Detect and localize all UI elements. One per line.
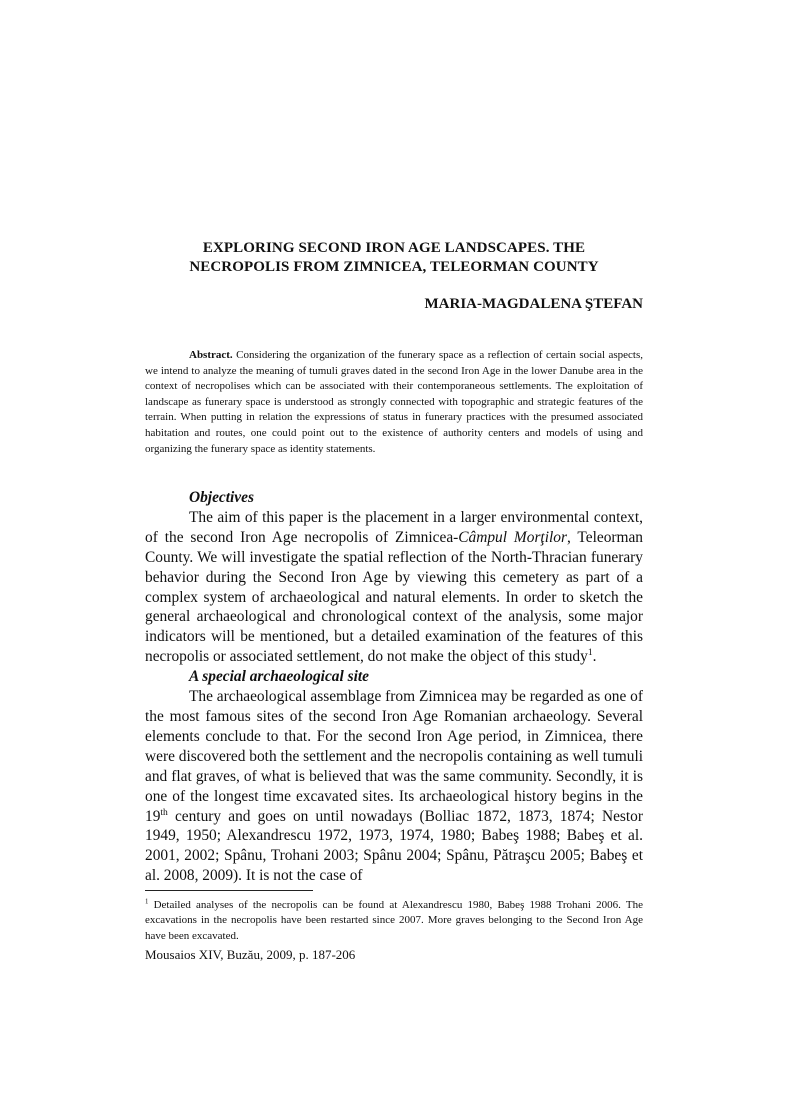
footnote-marker: 1 bbox=[145, 898, 149, 906]
title-line-1: EXPLORING SECOND IRON AGE LANDSCAPES. THE bbox=[202, 240, 586, 256]
special-site-text-b: century and goes on until nowadays (Bolliac 1872, 1873, 1874; Nestor 1949, 1950; Alexandrescu 1972, 1973, 1974, 1980; Babeş 1988; Babeş et al. 2001, 2002; Spânu, Trohani 2003; Spânu 2004; Spânu, Pătraşcu 2005; Babeş et al. 2008, 2009). It is not the case of bbox=[145, 807, 643, 885]
paper-title bbox=[145, 239, 643, 277]
section-heading-objectives: Objectives bbox=[189, 489, 254, 506]
paragraph-objectives bbox=[145, 508, 643, 667]
objectives-text-b: , Teleorman County. We will investigate the spatial reflection of the North-Thracian funerary behavior during the Second Iron Age by viewing this cemetery as part of a complex system of archaeological and natural elements. In order to sketch the general archaeological and chronological context of the analysis, some major indicators will be mentioned, but a detailed examination of the features of this necropolis or associated settlement, do not make the object of this study bbox=[145, 528, 644, 666]
site-name-italic: Câmpul Morţilor bbox=[458, 528, 567, 546]
objectives-text-c: . bbox=[592, 648, 597, 666]
superscript-th: th bbox=[160, 806, 168, 818]
paper-page bbox=[145, 0, 643, 1111]
footnote-reference[interactable]: 1 bbox=[587, 647, 593, 659]
footnote-separator bbox=[145, 890, 313, 891]
objectives-text-a: The aim of this paper is the placement in a larger environmental context, of the second Iron Age necropolis of Zimnicea- bbox=[145, 508, 643, 546]
paragraph-special-site bbox=[145, 687, 643, 886]
abstract-text: Considering the organization of the funerary space as a reflection of certain social aspects, we intend to analyze the meaning of tumuli graves dated in the second Iron Age in the lower Danube area in the context of necropolises which can be associated with their contemporaneous settlements. The exploitation of landscape as funerary space is understood as strongly connected with topographic and strategic features of the terrain. When putting in relation the expressions of status in funerary practices with the presumed associated habitation and routes, one could point out to the existence of authority centers and models of using and organizing the funerary space as identity statements. bbox=[145, 349, 643, 455]
footnote bbox=[145, 898, 643, 944]
title-line-2: NECROPOLIS FROM ZIMNICEA, TELEORMAN COUNTY bbox=[189, 259, 599, 275]
special-site-text-a: The archaeological assemblage from Zimnicea may be regarded as one of the most famous sites of the second Iron Age Romanian archaeology. Several elements conclude to that. For the second Iron Age period, in Zimnicea, there were discovered both the settlement and the necropolis containing as well tumuli and flat graves, of what is believed that was the same community. Secondly, it is one of the longest time excavated sites. Its archaeological history begins in the 19 bbox=[145, 688, 643, 825]
footnote-text: Detailed analyses of the necropolis can be found at Alexandrescu 1980, Babeş 1988 Trohani 2006. The excavations in the necropolis have been restarted since 2007. More graves belonging to the Second Iron Age have been excavated. bbox=[145, 899, 643, 942]
journal-footer: Mousaios XIV, Buzău, 2009, p. 187-206 bbox=[145, 947, 356, 962]
section-heading-special-site: A special archaeological site bbox=[189, 668, 369, 686]
author-name: MARIA-MAGDALENA ŞTEFAN bbox=[424, 296, 643, 312]
abstract bbox=[145, 348, 643, 457]
body-text bbox=[145, 488, 643, 886]
abstract-label: Abstract. bbox=[189, 349, 233, 361]
